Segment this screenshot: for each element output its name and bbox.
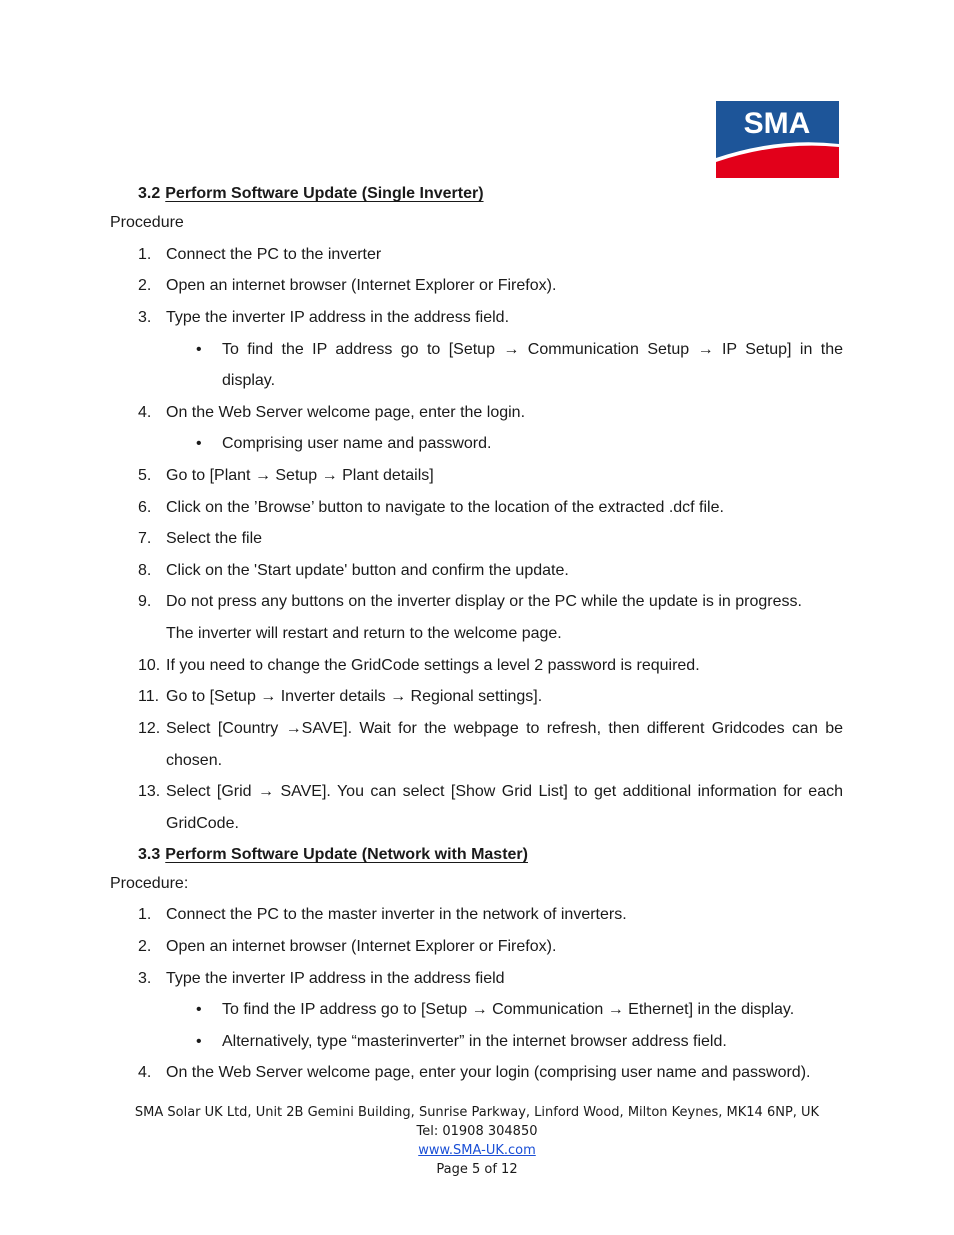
footer-address: SMA Solar UK Ltd, Unit 2B Gemini Building, Sunrise Parkway, Linford Wood, Milton Keynes, MK14 6NP, UK	[134, 1105, 820, 1120]
section-number: 3.2	[138, 185, 161, 202]
bullet-icon: •	[196, 435, 202, 452]
procedure-label: Procedure:	[110, 875, 189, 892]
page-footer	[0, 1103, 954, 1179]
section-title: Perform Software Update (Network with Master)	[165, 846, 528, 863]
section-heading-3-3	[138, 846, 528, 864]
bullet-icon: •	[196, 341, 202, 358]
bullet-text: To find the IP address go to [Setup → Communication Setup → IP Setup] in the	[222, 341, 843, 358]
sma-logo	[716, 101, 839, 178]
section-number: 3.3	[138, 846, 161, 863]
list-item-text: Select [Country →SAVE]. Wait for the webpage to refresh, then different Gridcodes can be	[166, 720, 843, 737]
logo-text: SMA	[743, 107, 811, 140]
bullet-icon: •	[196, 1001, 202, 1018]
list-item-text: Select [Grid → SAVE]. You can select [Show Grid List] to get additional information for each	[166, 783, 843, 800]
section-title: Perform Software Update (Single Inverter)	[165, 185, 484, 202]
footer-phone: Tel: 01908 304850	[416, 1124, 538, 1139]
procedure-label: Procedure	[110, 214, 184, 231]
sma-logo-icon	[716, 101, 839, 178]
footer-website-link[interactable]: www.SMA-UK.com	[418, 1143, 536, 1158]
bullet-icon: •	[196, 1033, 202, 1050]
section-heading-3-2	[138, 185, 484, 203]
footer-page-number: Page 5 of 12	[436, 1162, 518, 1177]
